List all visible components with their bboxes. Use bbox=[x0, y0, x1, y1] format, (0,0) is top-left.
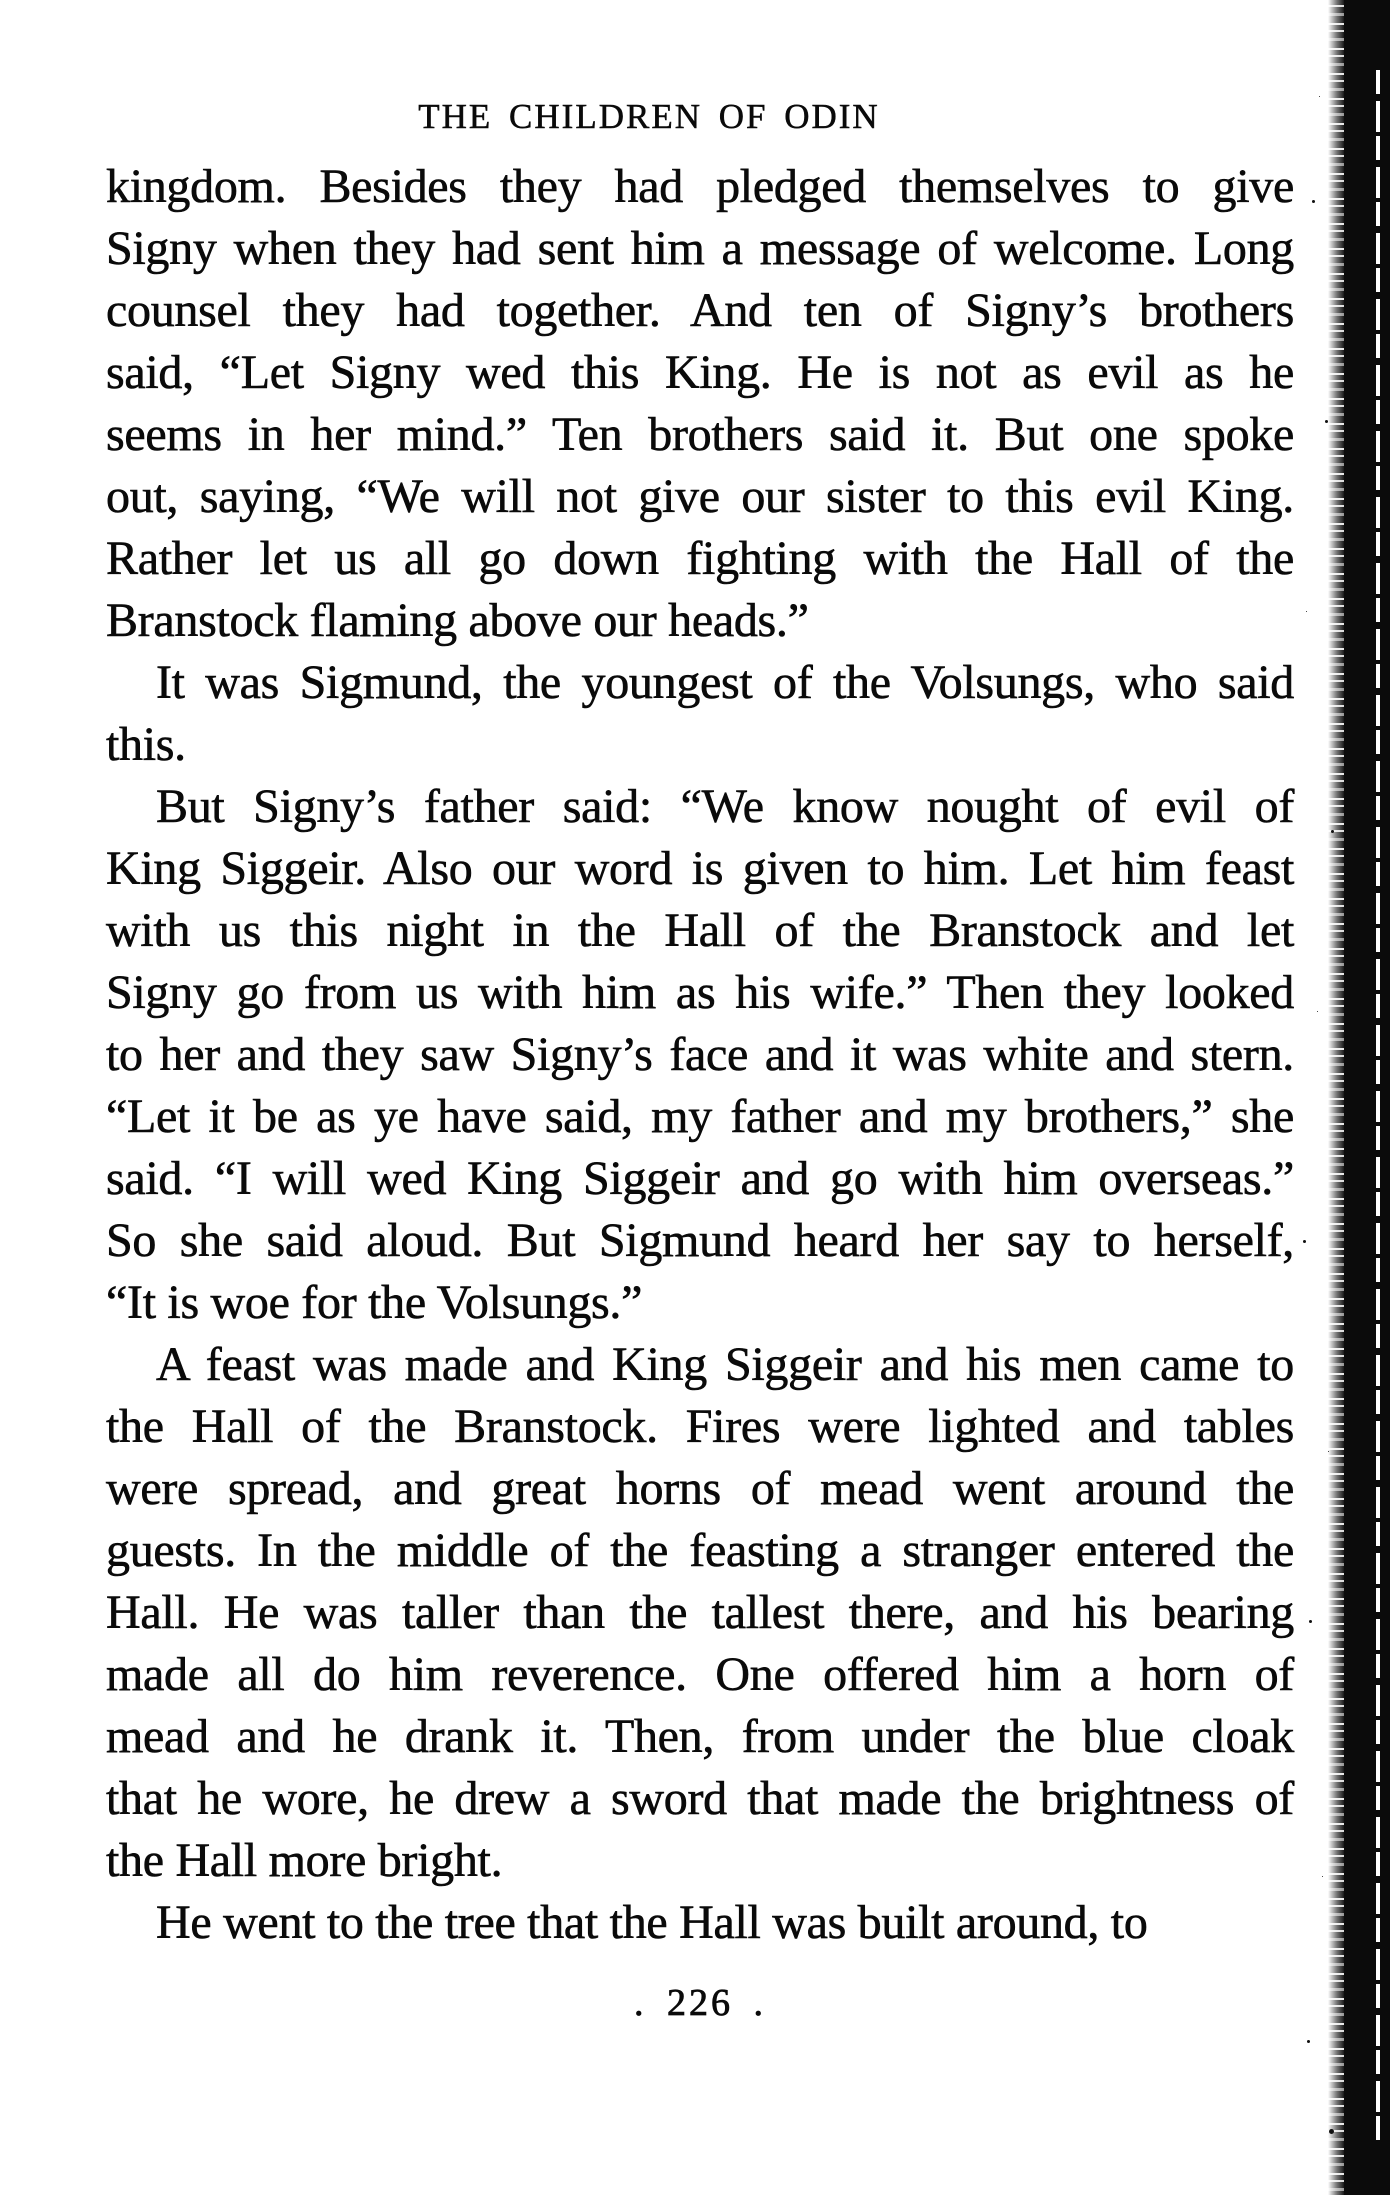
text-line: were spread, and great horns of mead went around the bbox=[106, 1462, 1294, 1515]
text-line: made all do him reverence. One offered him a horn of bbox=[106, 1648, 1294, 1701]
text-line: Hall. He was taller than the tallest there, and his bearing bbox=[106, 1586, 1294, 1639]
text-line: Rather let us all go down fighting with the Hall of the bbox=[106, 532, 1294, 585]
scan-noise-speckles bbox=[1312, 200, 1315, 203]
text-line: this. bbox=[106, 718, 186, 771]
text-line: that he wore, he drew a sword that made the brightness of bbox=[106, 1772, 1294, 1825]
text-line: Signy go from us with him as his wife.” Then they looked bbox=[106, 966, 1294, 1019]
text-line: said, “Let Signy wed this King. He is not as evil as he bbox=[106, 346, 1294, 399]
text-line: out, saying, “We will not give our sister to this evil King. bbox=[106, 470, 1294, 523]
text-line: the Hall more bright. bbox=[106, 1834, 503, 1887]
text-line: to her and they saw Signy’s face and it was white and stern. bbox=[106, 1028, 1294, 1081]
text-line: with us this night in the Hall of the Branstock and let bbox=[106, 904, 1294, 957]
running-header: THE CHILDREN OF ODIN bbox=[418, 97, 880, 136]
body-text bbox=[106, 156, 1294, 1954]
text-line: Branstock flaming above our heads.” bbox=[106, 594, 809, 647]
text-line: “Let it be as ye have said, my father and my brothers,” she bbox=[106, 1090, 1294, 1143]
text-line: seems in her mind.” Ten brothers said it. But one spoke bbox=[106, 408, 1294, 461]
text-line: It was Sigmund, the youngest of the Volsungs, who said bbox=[156, 656, 1294, 709]
text-line: King Siggeir. Also our word is given to him. Let him feast bbox=[106, 842, 1294, 895]
text-line: He went to the tree that the Hall was built around, to bbox=[156, 1896, 1148, 1949]
text-line: kingdom. Besides they had pledged themselves to give bbox=[106, 160, 1294, 213]
text-line: Signy when they had sent him a message of welcome. Long bbox=[106, 222, 1294, 275]
gutter-solid-strip bbox=[1344, 0, 1390, 2195]
page-number: . 226 . bbox=[634, 1982, 766, 2024]
text-line: mead and he drank it. Then, from under the blue cloak bbox=[106, 1710, 1294, 1763]
book-gutter-shadow bbox=[1332, 0, 1390, 2195]
text-line: counsel they had together. And ten of Signy’s brothers bbox=[106, 284, 1294, 337]
text-line: said. “I will wed King Siggeir and go with him overseas.” bbox=[106, 1152, 1294, 1205]
text-line: guests. In the middle of the feasting a stranger entered the bbox=[106, 1524, 1294, 1577]
text-line: So she said aloud. But Sigmund heard her say to herself, bbox=[106, 1214, 1294, 1267]
text-line: But Signy’s father said: “We know nought of evil of bbox=[156, 780, 1294, 833]
gutter-white-line bbox=[1376, 70, 1380, 2140]
text-line: A feast was made and King Siggeir and his men came to bbox=[156, 1338, 1294, 1391]
text-line: “It is woe for the Volsungs.” bbox=[106, 1276, 643, 1329]
text-line: the Hall of the Branstock. Fires were lighted and tables bbox=[106, 1400, 1294, 1453]
